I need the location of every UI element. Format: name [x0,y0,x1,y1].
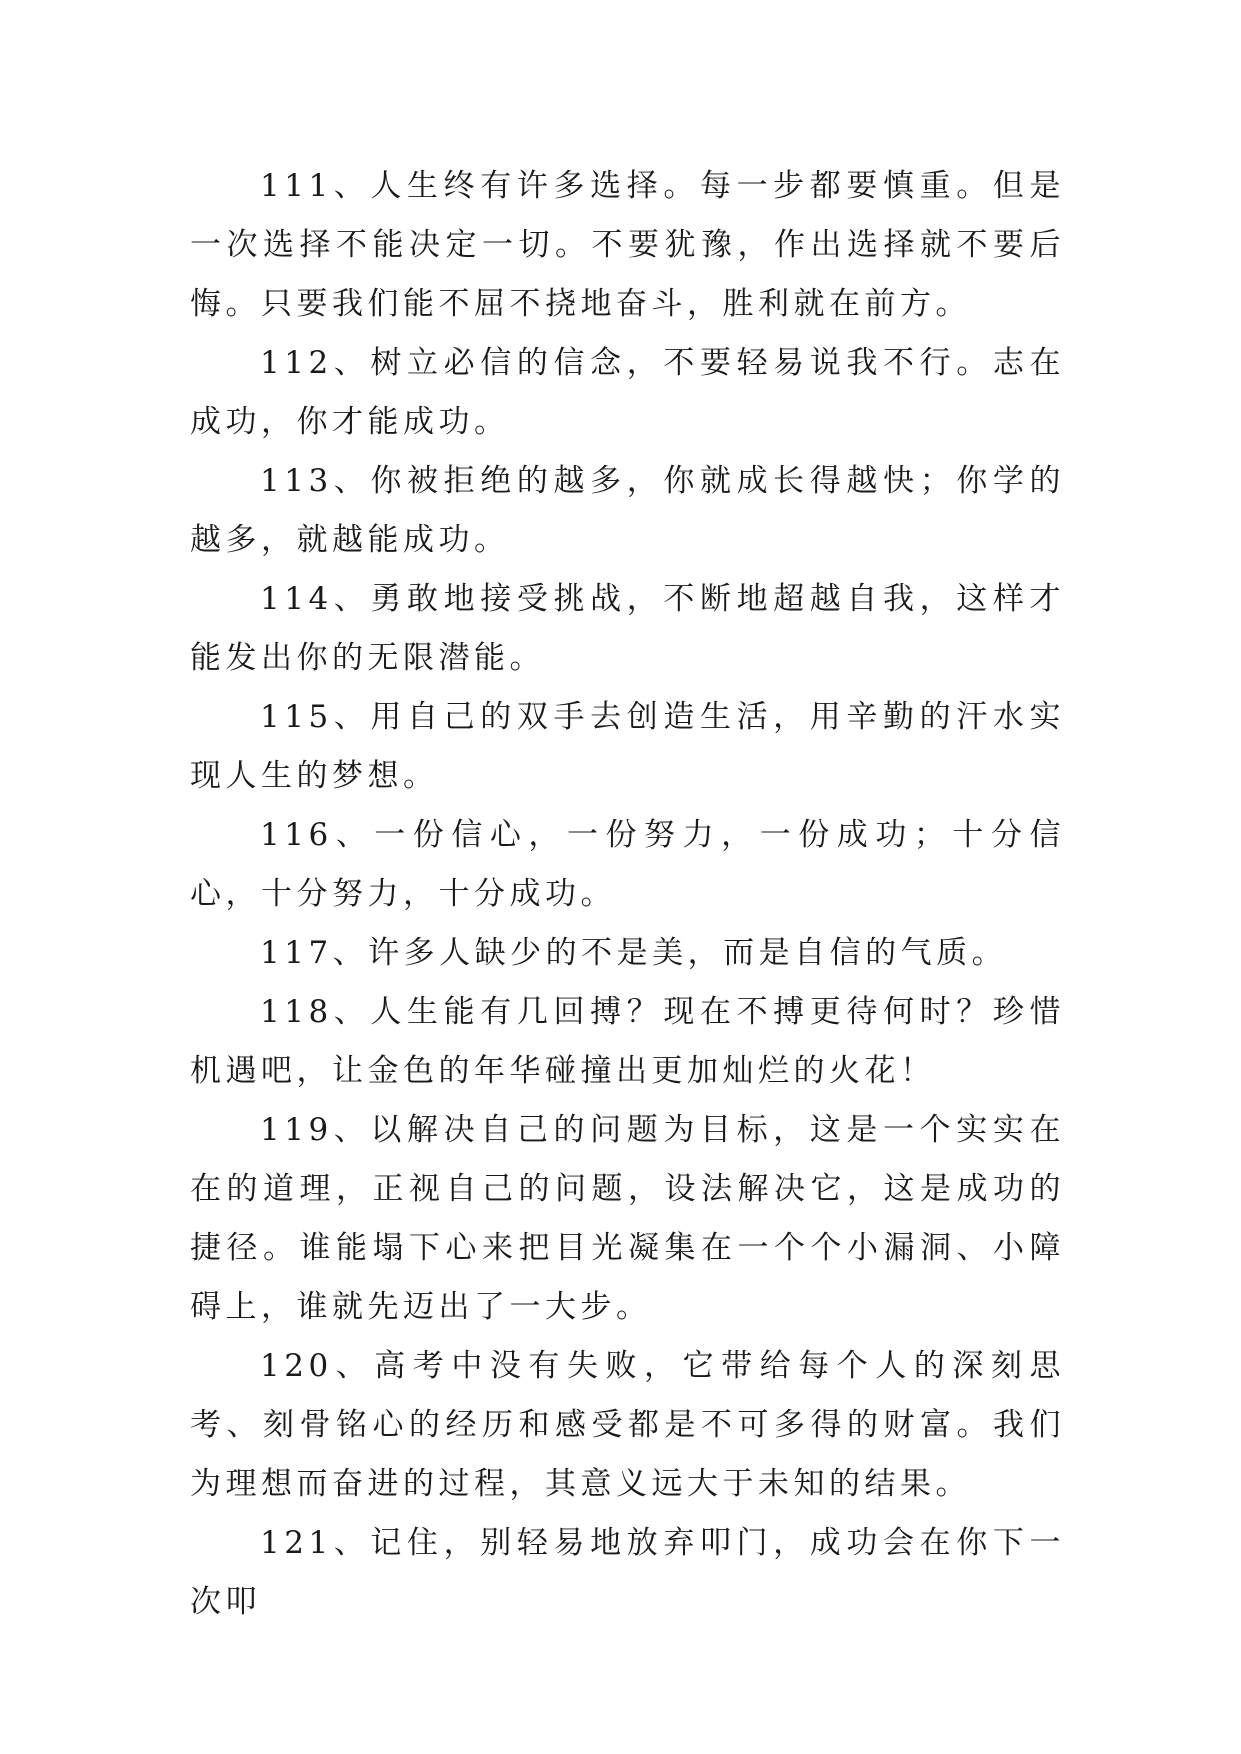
paragraph-113: 113、你被拒绝的越多，你就成长得越快；你学的越多，就越能成功。 [190,463,1065,558]
paragraph-121: 121、记住，别轻易地放弃叩门，成功会在你下一次叩 [190,1525,1065,1620]
document-body [190,157,1065,1632]
paragraph-120: 120、高考中没有失败，它带给每个人的深刻思考、刻骨铭心的经历和感受都是不可多得的财富。我们为理想而奋进的过程，其意义远大于未知的结果。 [190,1348,1065,1502]
paragraph-112: 112、树立必信的信念，不要轻易说我不行。志在成功，你才能成功。 [190,345,1065,440]
paragraph-114: 114、勇敢地接受挑战，不断地超越自我，这样才能发出你的无限潜能。 [190,581,1065,676]
paragraph-111: 111、人生终有许多选择。每一步都要慎重。但是一次选择不能决定一切。不要犹豫，作出选择就不要后悔。只要我们能不屈不挠地奋斗，胜利就在前方。 [190,168,1065,322]
paragraph-119: 119、以解决自己的问题为目标，这是一个实实在在的道理，正视自己的问题，设法解决它，这是成功的捷径。谁能塌下心来把目光凝集在一个个小漏洞、小障碍上，谁就先迈出了一大步。 [190,1112,1065,1325]
paragraph-117: 117、许多人缺少的不是美，而是自信的气质。 [260,935,1008,971]
paragraph-115: 115、用自己的双手去创造生活，用辛勤的汗水实现人生的梦想。 [190,699,1065,794]
paragraph-118: 118、人生能有几回搏？现在不搏更待何时？珍惜机遇吧，让金色的年华碰撞出更加灿烂的火花！ [190,994,1065,1089]
paragraph-116: 116、一份信心，一份努力，一份成功；十分信心，十分努力，十分成功。 [190,817,1065,912]
